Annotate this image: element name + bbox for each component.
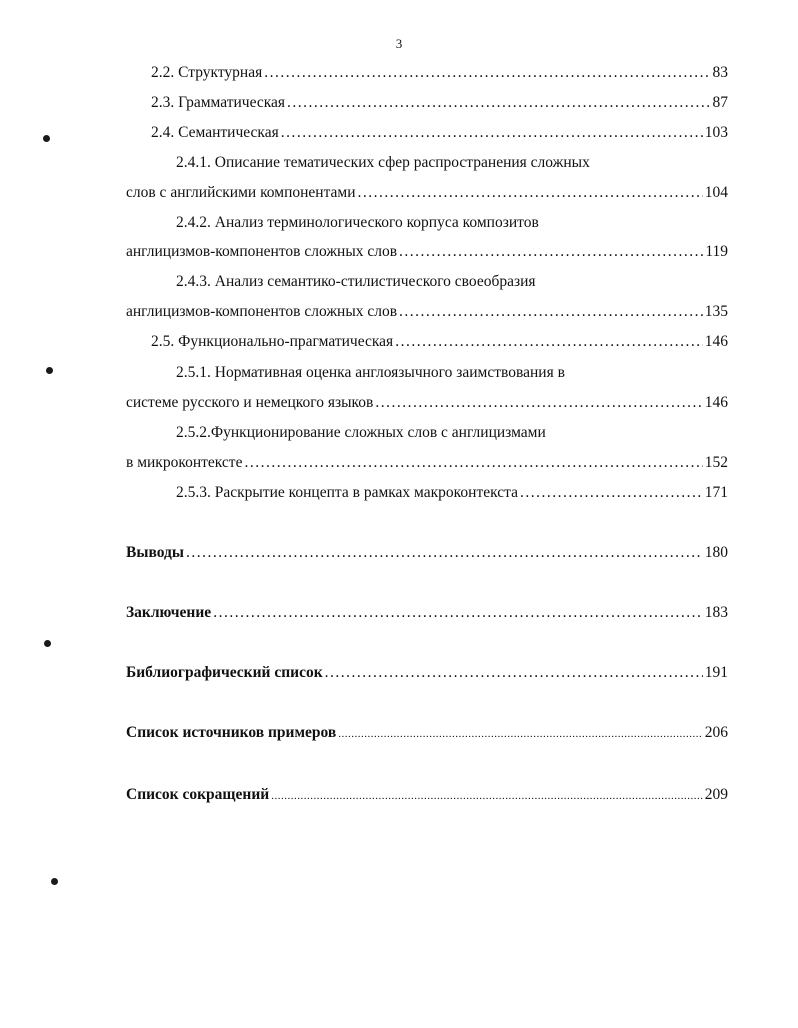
toc-entry-abbreviations — [126, 785, 728, 805]
punch-hole-mark — [46, 367, 53, 374]
toc-entry-2-5 — [151, 332, 728, 352]
dot-leader — [281, 123, 703, 143]
toc-entry-2-5-1 — [126, 393, 728, 413]
page-number: 3 — [395, 36, 403, 51]
toc-page-ref: 87 — [712, 94, 728, 111]
toc-page-ref: 104 — [704, 184, 728, 201]
toc-page-ref: 146 — [704, 333, 728, 350]
dot-leader — [338, 724, 702, 744]
toc-entry-conclusions — [126, 543, 728, 563]
toc-entry-text: слов с английскими компонентами — [126, 184, 356, 201]
toc-page-ref: 171 — [704, 484, 728, 501]
toc-entry-text: 2.5.3. Раскрытие концепта в рамках макроконтекста — [176, 484, 518, 501]
dot-leader — [375, 393, 702, 413]
toc-entry-text: Выводы — [126, 544, 184, 561]
toc-page-ref: 191 — [704, 664, 728, 681]
punch-hole-mark — [43, 135, 50, 142]
toc-page-ref: 103 — [704, 124, 728, 141]
dot-leader — [186, 543, 703, 563]
toc-entry-2-5-2 — [126, 453, 728, 473]
punch-hole-mark — [51, 878, 58, 885]
toc-entry-2-2 — [151, 63, 728, 83]
toc-entry-text: 2.4. Семантическая — [151, 124, 279, 141]
dot-leader — [399, 242, 703, 262]
dot-leader — [271, 786, 703, 806]
toc-page-ref: 83 — [712, 64, 728, 81]
punch-hole-mark — [44, 640, 51, 647]
dot-leader — [287, 93, 710, 113]
toc-entry-text: Список сокращений — [126, 786, 270, 803]
dot-leader — [358, 183, 703, 203]
toc-entry-text: 2.3. Грамматическая — [151, 94, 286, 111]
dot-leader — [244, 453, 702, 473]
toc-entry-final — [126, 603, 728, 623]
dot-leader — [520, 483, 703, 503]
toc-entry-2-5-1-line1: 2.5.1. Нормативная оценка англоязычного заимствования в — [176, 364, 565, 381]
toc-entry-2-4-3-line1: 2.4.3. Анализ семантико-стилистического своеобразия — [176, 273, 536, 290]
toc-entry-text: 2.5. Функционально-прагматическая — [151, 333, 394, 350]
toc-page-ref: 152 — [704, 454, 728, 471]
toc-entry-2-5-3 — [176, 483, 728, 503]
toc-page-ref: 146 — [704, 394, 728, 411]
toc-page-ref: 206 — [704, 724, 728, 741]
toc-page-ref: 180 — [704, 544, 728, 561]
toc-entry-text: 2.2. Структурная — [151, 64, 263, 81]
toc-entry-2-4 — [151, 123, 728, 143]
toc-entry-2-4-1 — [126, 183, 728, 203]
dot-leader — [325, 663, 703, 683]
toc-page-ref: 209 — [704, 786, 728, 803]
toc-entry-text: в микроконтексте — [126, 454, 243, 471]
toc-page-ref: 183 — [704, 604, 728, 621]
toc-entry-2-4-2-line1: 2.4.2. Анализ терминологического корпуса композитов — [176, 214, 539, 231]
toc-entry-text: системе русского и немецкого языков — [126, 394, 374, 411]
toc-entry-text: англицизмов-компонентов сложных слов — [126, 243, 398, 260]
toc-entry-2-4-2 — [126, 242, 728, 262]
toc-entry-2-4-3 — [126, 302, 728, 322]
toc-entry-text: Список источников примеров — [126, 724, 337, 741]
dot-leader — [264, 63, 710, 83]
toc-entry-text: Библиографический список — [126, 664, 323, 681]
toc-entry-sources — [126, 723, 728, 743]
toc-entry-text: англицизмов-компонентов сложных слов — [126, 303, 398, 320]
dot-leader — [395, 332, 703, 352]
dot-leader — [399, 302, 703, 322]
toc-page-ref: 119 — [705, 243, 728, 260]
toc-entry-bibliography — [126, 663, 728, 683]
toc-entry-2-3 — [151, 93, 728, 113]
toc-page-ref: 135 — [704, 303, 728, 320]
dot-leader — [213, 603, 703, 623]
toc-entry-text: Заключение — [126, 604, 212, 621]
toc-entry-2-5-2-line1: 2.5.2.Функционирование сложных слов с англицизмами — [176, 424, 546, 441]
toc-entry-2-4-1-line1: 2.4.1. Описание тематических сфер распространения сложных — [176, 154, 590, 171]
